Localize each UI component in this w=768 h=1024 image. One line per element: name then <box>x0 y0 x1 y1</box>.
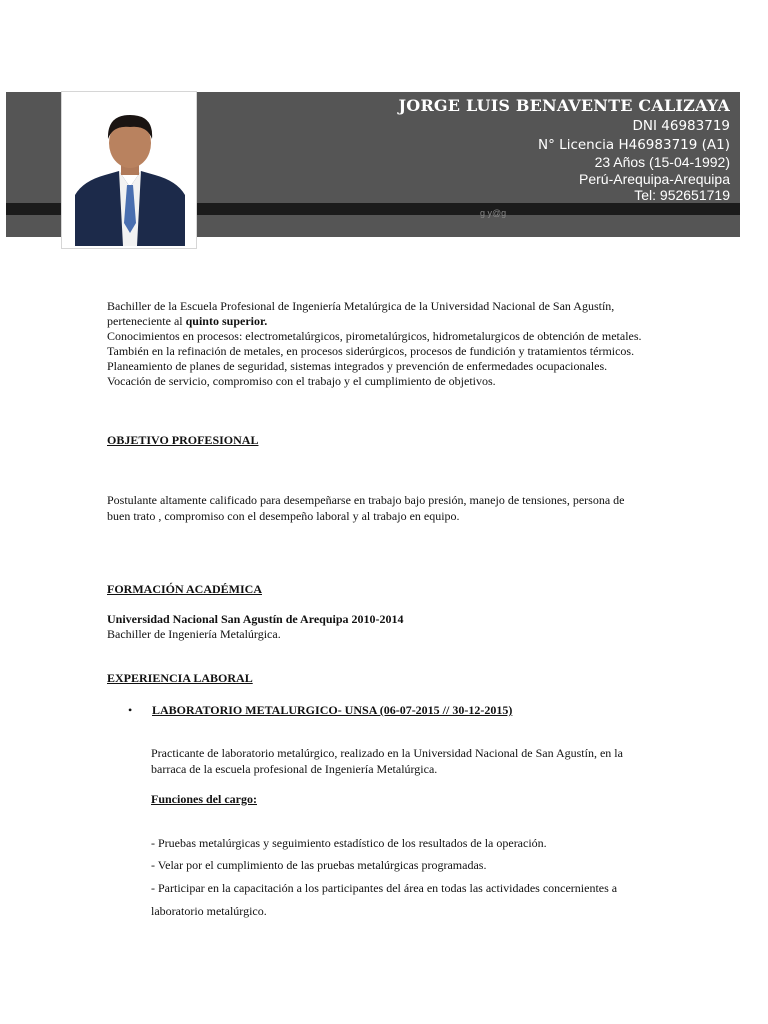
objective-line-2: buen trato , compromiso con el desempeño laboral y al trabajo en equipo. <box>107 509 460 523</box>
profile-line-6: Vocación de servicio, compromiso con el trabajo y el cumplimiento de objetivos. <box>107 374 496 388</box>
objective-line-1: Postulante altamente calificado para desempeñarse en trabajo bajo presión, manejo de tensiones, persona de <box>107 493 625 507</box>
education-heading: FORMACIÓN ACADÉMICA <box>107 582 262 596</box>
objective-heading: OBJETIVO PROFESIONAL <box>107 433 259 447</box>
location: Perú-Arequipa-Arequipa <box>579 171 730 187</box>
job-entry <box>128 703 512 718</box>
dni-number: DNI 46983719 <box>632 118 730 134</box>
profile-line-2-prefix: perteneciente al <box>107 314 186 328</box>
duty-2: - Velar por el cumplimiento de las pruebas metalúrgicas programadas. <box>151 858 487 872</box>
profile-line-3: Conocimientos en procesos: electrometalúrgicos, pirometalúrgicos, hidrometalurgicos de obtención de metales. <box>107 329 642 343</box>
education-institution: Universidad Nacional San Agustín de Arequipa 2010-2014 <box>107 612 404 626</box>
phone-number: Tel: 952651719 <box>634 187 730 203</box>
profile-line-4: También en la refinación de metales, en procesos siderúrgicos, procesos de fundición y tratamientos térmicos. <box>107 344 635 358</box>
profile-line-1: Bachiller de la Escuela Profesional de Ingeniería Metalúrgica de la Universidad Nacional de San Agustín, <box>107 299 615 313</box>
functions-heading: Funciones del cargo: <box>151 792 257 806</box>
profile-line-5: Planeamiento de planes de seguridad, sistemas integrados y prevención de enfermedades ocupacionales. <box>107 359 608 373</box>
job-description-line-1: Practicante de laboratorio metalúrgico, realizado en la Universidad Nacional de San Agustín, en la <box>151 746 623 760</box>
profile-photo-frame <box>61 91 197 249</box>
duty-4: laboratorio metalúrgico. <box>151 904 267 918</box>
job-title: LABORATORIO METALURGICO- UNSA (06-07-2015 // 30-12-2015) <box>152 703 513 717</box>
profile-line-2 <box>107 314 267 329</box>
education-degree: Bachiller de Ingeniería Metalúrgica. <box>107 627 281 641</box>
bullet-icon: • <box>128 703 133 717</box>
profile-line-2-bold: quinto superior. <box>185 314 268 328</box>
duty-3: - Participar en la capacitación a los participantes del área en todas las actividades concernientes a <box>151 881 618 895</box>
job-description-line-2: barraca de la escuela profesional de Ingeniería Metalúrgica. <box>151 762 438 776</box>
experience-heading: EXPERIENCIA LABORAL <box>107 671 253 685</box>
duty-1: - Pruebas metalúrgicas y seguimiento estadístico de los resultados de la operación. <box>151 836 547 850</box>
profile-photo <box>75 103 185 246</box>
person-portrait-icon <box>75 103 185 246</box>
email-partial: g y@g <box>480 208 507 218</box>
age-birthdate: 23 Años (15-04-1992) <box>594 154 730 170</box>
candidate-name: JORGE LUIS BENAVENTE CALIZAYA <box>398 96 730 115</box>
license-number: N° Licencia H46983719 (A1) <box>538 137 730 153</box>
